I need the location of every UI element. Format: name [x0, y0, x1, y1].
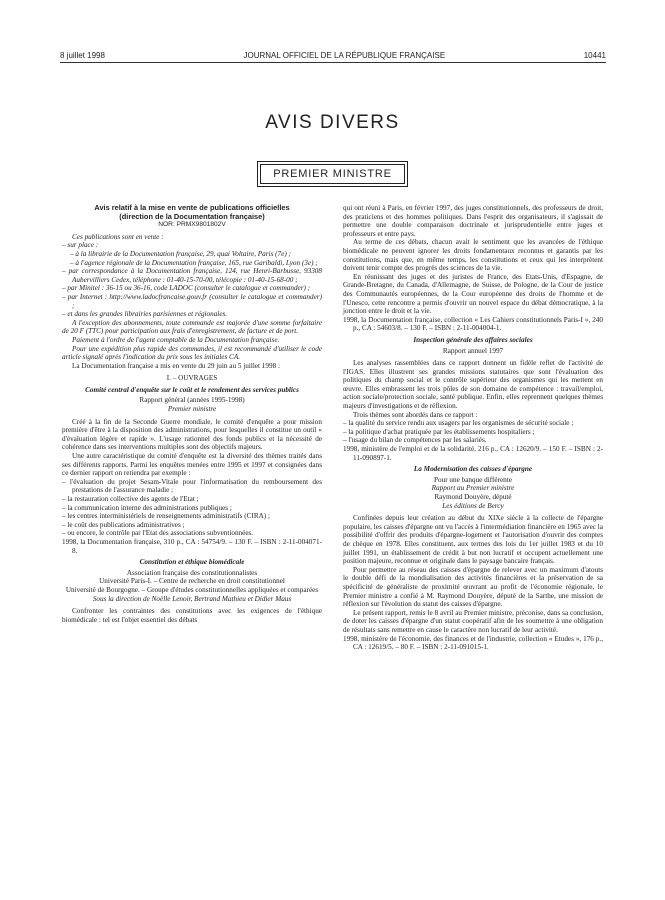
- paragraph: Le présent rapport, remis le 8 avril au Premier ministre, préconise, dans sa conclusion, de doter les caisses d'épargne d'un statut coopératif afin de les soumettre à une obligation de résultats sans remettre en cause le caractère non lucratif de leur activité.: [343, 608, 603, 634]
- list-item: – le coût des publications administratives ;: [62, 520, 185, 529]
- notice-title-line-2: (direction de la Documentation française): [119, 211, 265, 221]
- list-item: – les centres interministériels de renseignements administratifs (CIRA) ;: [62, 512, 270, 521]
- author: Raymond Douyère, député: [434, 493, 512, 501]
- list-item: – ou encore, le contrôle par l'Etat des associations subventionnées.: [62, 529, 254, 538]
- ministry-box: [0, 161, 665, 187]
- list-item: – l'usage du bilan de compétences par les salariés.: [343, 436, 487, 445]
- header-page-number: 10441: [583, 51, 606, 60]
- header-journal: JOURNAL OFFICIEL DE LA RÉPUBLIQUE FRANÇAISE: [243, 51, 446, 60]
- editors: Sous la direction de Noëlle Lenoir, Bertrand Mathieu et Didier Maus: [92, 594, 292, 603]
- paragraph: qui ont réuni à Paris, en février 1997, des juges constitutionnels, des professeurs de droit, des praticiens et des hommes politiques. Dans l'esprit des organisateurs, il s'agissait de permettre une double comparaison doctrinale et jurisprudentielle entre juges et professeurs et entre pays.: [343, 204, 603, 238]
- paragraph: Pour une expédition plus rapide des commandes, il est recommandé d'utiliser le code article signalé après l'indication du prix sous les initiales CA.: [62, 344, 322, 362]
- paragraph: Paiement à l'ordre de l'agent comptable de la Documentation française.: [72, 335, 280, 344]
- publication-reference: 1998, la Documentation française, 310 p., CA : 54754/9. – 130 F. – ISBN : 2-11-004071-8.: [62, 537, 322, 555]
- list-item: – par Minitel : 36-15 ou 36-16, code LADOC (consulter le catalogue et commander) ;: [62, 284, 311, 293]
- nor-reference: NOR: PRMX9801802V: [158, 221, 226, 229]
- right-column: [343, 204, 603, 652]
- publication-reference: 1998, ministère de l'économie, des finances et de l'industrie, collection « Etudes », 176 p., CA : 12619/5. – 80 F. – ISBN : 2-11-091015-1.: [343, 634, 603, 652]
- list-item: – par Internet : http://www.ladocfrancaise.gouv.fr (consulter le catalogue et commander) ;: [62, 292, 322, 310]
- paragraph: Confronter les contraintes des constitutions avec les exigences de l'éthique biomédicale : tel est l'objet essentiel des débats: [62, 607, 322, 624]
- list-item: – et dans les grandes librairies parisiennes et régionales.: [62, 310, 228, 319]
- publication-title: La Modernisation des caisses d'épargne: [413, 465, 533, 474]
- subtitle: Rapport au Premier ministre: [431, 484, 515, 493]
- list-item: – la qualité du service rendu aux usagers par les organismes de sécurité sociale ;: [343, 419, 574, 428]
- author: Premier ministre: [167, 405, 217, 414]
- list-item: – la restauration collective des agents de l'Etat ;: [62, 495, 199, 503]
- paragraph: La Documentation française a mis en vente du 29 juin au 5 juillet 1998 :: [72, 361, 280, 370]
- list-item: – à la librairie de la Documentation française, 29, quai Voltaire, Paris (7e) ;: [70, 249, 291, 258]
- paragraph: Une autre caractéristique du comité d'enquête est la diversité des thèmes traités dans ses différents rapports. Parmi les enquêtes menées entre 1995 et 1997 et consignées dans ce dernier rapport on retiendra par exemple :: [62, 452, 322, 478]
- section-heading: I. – OUVRAGES: [166, 374, 218, 383]
- list-item: – la politique d'achat pratiquée par les établissements hospitaliers ;: [343, 427, 535, 436]
- list-item: – l'évaluation du projet Sesam-Vitale pour l'informatisation du remboursement des prestations de l'assurance maladie ;: [62, 477, 322, 495]
- subtitle: Rapport général (années 1995-1998): [139, 396, 245, 405]
- publication-reference: 1998, ministère de l'emploi et de la solidarité, 216 p., CA : 12620/9. – 150 F. – ISBN : 2-11-090897-1.: [343, 445, 603, 462]
- paragraph: Créé à la fin de la Seconde Guerre mondiale, le comité d'enquête a pour mission première d'être à la disposition des administrations, pour lesquelles il constitue un outil « d'évaluation légère et rapide ». L'usage rationnel des fonds publics et la nécessité de cohérence dans ses interventions multiples sont des objectifs majeurs.: [62, 417, 322, 452]
- page-title: AVIS DIVERS: [265, 112, 400, 133]
- subtitle: Pour une banque différente: [434, 475, 512, 484]
- list-item: – sur place :: [62, 241, 99, 250]
- notice-title-line-1: Avis relatif à la mise en vente de publications officielles: [94, 203, 290, 212]
- publication-reference: 1998, la Documentation française, collection « Les Cahiers constitutionnels Paris-I », 240 p., CA : 54603/8. – 130 F. – ISBN : 2-11-004004-1.: [343, 315, 603, 333]
- author: Association française des constitutionnalistes: [126, 568, 258, 577]
- author: Université Paris-I. – Centre de recherche en droit constitutionnel: [99, 577, 285, 586]
- paragraph: Trois thèmes sont abordés dans ce rapport :: [353, 410, 478, 419]
- paragraph: En réunissant des juges et des juristes de France, des Etats-Unis, d'Espagne, de Grande-Bretagne, du Canada, d'Allemagne, de Suisse, de Pologne, de la Cour de justice des Communautés européennes, de la Cour européenne des droits de l'homme et de l'Unesco, cette rencontre a permis d'ouvrir un nouvel espace du débat démocratique, à la jonction entre le droit et la vie.: [343, 272, 603, 316]
- paragraph: Au terme de ces débats, chacun avait le sentiment que les avancées de l'éthique biomédicale ne peuvent ignorer les droits fondamentaux reconnus et garantis par les constitutions, mais que, en même temps, les constitutions et ceux qui les interprètent doivent tenir compte des progrès des sciences de la vie.: [343, 238, 603, 273]
- paragraph: Les analyses rassemblées dans ce rapport donnent un fidèle reflet de l'activité de l'IGAS. Elles illustrent ses grandes missions statutaires que sont l'évaluation des politiques du champ social et le contrôle supérieur des organismes qui les mettent en œuvre. Elles embrassent les trois pôles de son domaine de compétence : travail/emploi, action sociale/protection sociale, santé publique. Enfin, elles reprennent quelques thèmes majeurs d'investigations et de réflexion.: [343, 359, 603, 411]
- header-date: 8 juillet 1998: [60, 51, 105, 60]
- publication-title: Comité central d'enquête sur le coût et le rendement des services publics: [85, 385, 299, 394]
- author: Université de Bourgogne. – Groupe d'études constitutionnelles appliquées et comparées: [65, 585, 319, 594]
- subtitle: Rapport annuel 1997: [442, 346, 504, 355]
- notice-title: [62, 204, 322, 221]
- publication-title: Inspection générale des affaires sociales: [413, 335, 533, 344]
- paragraph: Ces publications sont en vente :: [72, 232, 164, 241]
- running-header: [60, 51, 606, 63]
- paragraph: A l'exception des abonnements, toute commande est majorée d'une somme forfaitaire de 20 F (TTC) pour participation aux frais d'enregistrement, de facture et de port.: [62, 318, 322, 336]
- left-column: [62, 204, 322, 624]
- paragraph: Confinées depuis leur création au début du XIXe siècle à la collecte de l'épargne populaire, les caisses d'épargne ont vu l'accès à l'intermédiation financière en 1965 avec la possibilité d'offrir des produits d'épargne-logement et l'autorisation d'ouvrir des comptes de chèque en 1978. Elles constituent, aux termes des lois du 1er juillet 1983 et du 10 juillet 1991, un établissement de crédit à but non lucratif et occupent actuellement une position majeure, reconnue et originale dans le paysage bancaire français.: [343, 514, 603, 566]
- sales-info: [62, 233, 322, 362]
- ministry-label: PREMIER MINISTRE: [260, 164, 405, 184]
- list-item: – par correspondance à la Documentation française, 124, rue Henri-Barbusse, 93308 Aubervilliers Cedex, téléphone : 01-40-15-70-00, télécopie : 01-40-15-68-00 ;: [62, 267, 322, 284]
- publication-title: Constitution et éthique biomédicale: [139, 558, 245, 567]
- list-item: – à l'agence régionale de la Documentation française, 165, rue Garibaldi, Lyon (3e) ;: [70, 258, 318, 267]
- paragraph: Pour permettre au réseau des caisses d'épargne de relever avec un maximum d'atouts le double défi de la mondialisation des activités financières et la préservation de sa spécificité de généraliste de proximité œuvrant au profit de l'économie régionale, le Premier ministre a confié à M. Raymond Douyère, député de la Sarthe, une mission de réflexion sur l'évolution du statut des caisses d'épargne.: [343, 565, 603, 609]
- publisher: Les éditions de Bercy: [442, 501, 504, 510]
- list-item: – la communication interne des administrations publiques ;: [62, 503, 232, 512]
